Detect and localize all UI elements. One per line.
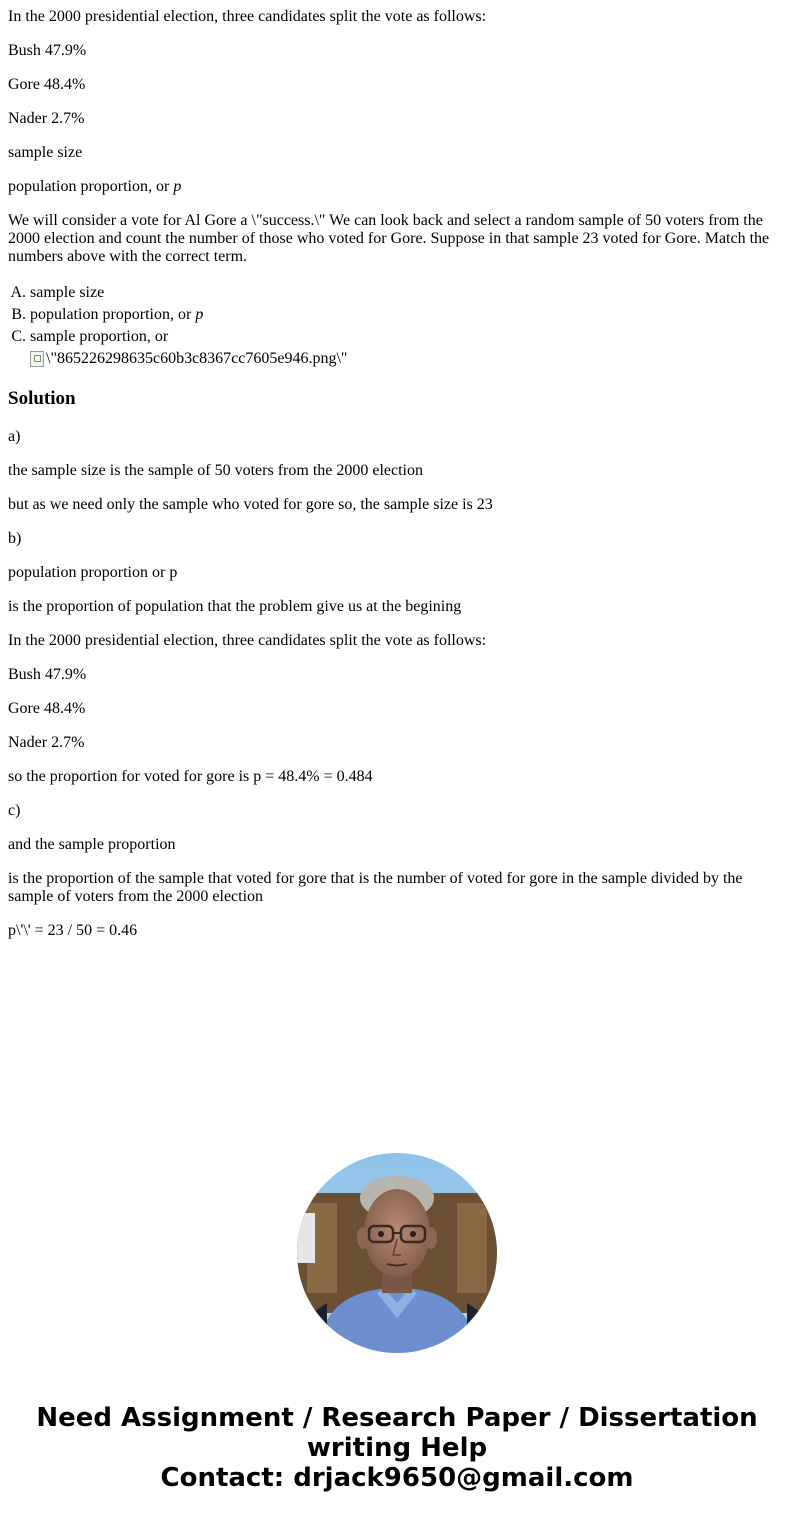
footer-contact-line: Contact: drjack9650@gmail.com [160, 1463, 634, 1493]
option-b-label: population proportion, or [30, 306, 196, 323]
solution-line: c) [8, 802, 21, 819]
candidate-nader: Nader 2.7% [8, 110, 85, 127]
solution-line: population proportion or p [8, 564, 178, 581]
contact-footer [0, 1403, 794, 1493]
candidate-bush: Bush 47.9% [8, 42, 87, 59]
option-c [30, 326, 786, 374]
broken-image-icon [30, 351, 44, 367]
document-content [8, 0, 786, 956]
solution-line: Gore 48.4% [8, 700, 86, 717]
footer-line-1: Need Assignment / Research Paper / Dissertation [36, 1403, 758, 1433]
solution-line: so the proportion for voted for gore is p = 48.4% = 0.484 [8, 768, 373, 785]
solution-line: the sample size is the sample of 50 voters from the 2000 election [8, 462, 423, 479]
question-body: We will consider a vote for Al Gore a \"success.\" We can look back and select a random sample of 50 voters from the 2000 election and count the number of those who voted for Gore. Suppose in that sample 23 voted for Gore. Match the numbers above with the correct term. [8, 212, 770, 265]
broken-image-alt: \"865226298635c60b3c8367cc7605e946.png\" [46, 350, 348, 367]
solution-line: Nader 2.7% [8, 734, 85, 751]
option-a: A. sample size [30, 282, 786, 304]
term-p-symbol: p [173, 178, 182, 195]
term-population-proportion [8, 178, 786, 196]
solution-line: is the proportion of the sample that voted for gore that is the number of voted for gore in the sample divided by the sample of voters from the 2000 election [8, 870, 743, 905]
solution-heading: Solution [8, 388, 76, 409]
author-portrait-image [297, 1153, 497, 1353]
question-intro: In the 2000 presidential election, three candidates split the vote as follows: [8, 8, 487, 25]
footer-line-2: writing Help [306, 1433, 488, 1463]
option-b [30, 304, 786, 326]
solution-line: is the proportion of population that the problem give us at the begining [8, 598, 462, 615]
solution-line: but as we need only the sample who voted for gore so, the sample size is 23 [8, 496, 493, 513]
solution-line: and the sample proportion [8, 836, 176, 853]
term-sample-size: sample size [8, 144, 83, 161]
solution-line: Bush 47.9% [8, 666, 87, 683]
answer-options [8, 282, 786, 374]
candidate-gore: Gore 48.4% [8, 76, 86, 93]
option-b-symbol: p [195, 306, 204, 323]
author-avatar [297, 1153, 497, 1353]
broken-image [30, 348, 347, 370]
solution-line: In the 2000 presidential election, three candidates split the vote as follows: [8, 632, 487, 649]
option-c-label: sample proportion, or [30, 328, 169, 345]
term-population-proportion-label: population proportion, or [8, 178, 174, 195]
solution-line: a) [8, 428, 21, 445]
solution-line: b) [8, 530, 22, 547]
solution-line: p\'\' = 23 / 50 = 0.46 [8, 922, 138, 939]
